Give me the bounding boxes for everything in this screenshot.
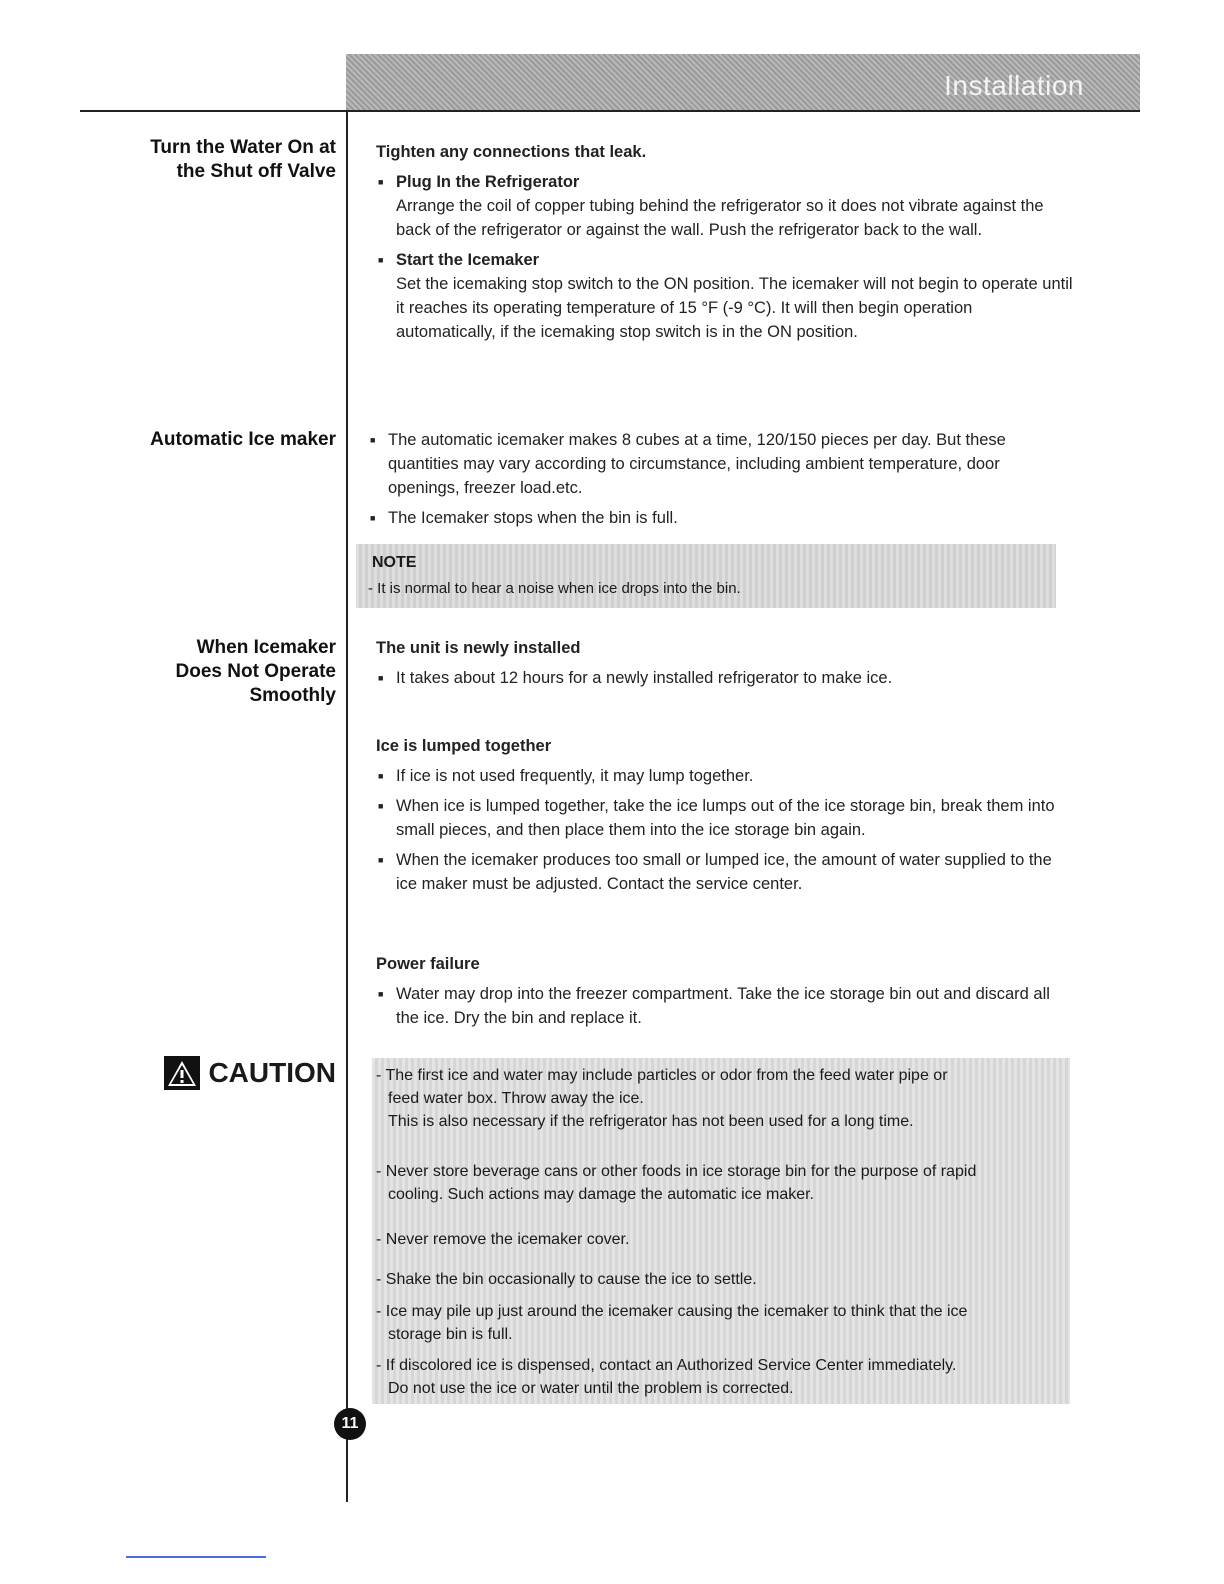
- page-title: Installation: [944, 70, 1084, 101]
- list-item: ■ If ice is not used frequently, it may lump together.: [376, 764, 1076, 788]
- troubleshoot-power: [376, 952, 1076, 1036]
- caution-item: - The first ice and water may include particles or odor from the feed water pipe or feed water box. Throw away the ice. This is also necessary if the refrigerator has not been used for a long time.: [376, 1067, 948, 1130]
- troubleshoot-new-install: [376, 636, 1076, 696]
- subheading: The unit is newly installed: [376, 639, 581, 657]
- footer-rule: [126, 1556, 266, 1558]
- caution-heading: CAUTION: [164, 1056, 336, 1090]
- section-heading-troubleshoot: When Icemaker Does Not Operate Smoothly: [175, 637, 336, 706]
- caution-box: [372, 1058, 1070, 1404]
- header-band: [346, 54, 1140, 112]
- subheading: Power failure: [376, 955, 480, 973]
- top-rule: [80, 110, 1140, 112]
- section-water-content: [376, 140, 1076, 350]
- caution-item: - Ice may pile up just around the icemaker causing the icemaker to think that the ice storage bin is full.: [376, 1303, 968, 1343]
- section-automatic-content: [368, 428, 1068, 536]
- troubleshoot-lumped: [376, 734, 1076, 902]
- section-heading-water: Turn the Water On at the Shut off Valve: [150, 137, 336, 182]
- warning-triangle-icon: [164, 1056, 200, 1090]
- list-item: ■ When ice is lumped together, take the ice lumps out of the ice storage bin, break them into small pieces, and then place them into the ice storage bin again.: [376, 794, 1076, 842]
- subheading: Ice is lumped together: [376, 737, 552, 755]
- note-title: NOTE: [372, 554, 417, 571]
- caution-item: - Never remove the icemaker cover.: [376, 1231, 630, 1248]
- list-item: ■ Start the Icemaker Set the icemaking stop switch to the ON position. The icemaker will not begin to operate until it reaches its operating temperature of 15 °F (-9 °C). It will then begin operation automatically, if the icemaking stop switch is in the ON position.: [376, 248, 1076, 344]
- list-item: ■ When the icemaker produces too small or lumped ice, the amount of water supplied to the ice maker must be adjusted. Contact the service center.: [376, 848, 1076, 896]
- note-text: - It is normal to hear a noise when ice drops into the bin.: [368, 580, 741, 597]
- vertical-rule: [346, 112, 348, 1502]
- list-item: ■ The Icemaker stops when the bin is full.: [368, 506, 1068, 530]
- list-item: ■ It takes about 12 hours for a newly installed refrigerator to make ice.: [376, 666, 1076, 690]
- page-number: 11: [334, 1408, 366, 1440]
- caution-item: - If discolored ice is dispensed, contact an Authorized Service Center immediately. Do not use the ice or water until the problem is corrected.: [376, 1357, 957, 1397]
- note-box: [356, 544, 1056, 608]
- list-item: ■ Plug In the Refrigerator Arrange the coil of copper tubing behind the refrigerator so it does not vibrate against the back of the refrigerator or against the wall. Push the refrigerator back to the wall.: [376, 170, 1076, 242]
- list-item: ■ The automatic icemaker makes 8 cubes at a time, 120/150 pieces per day. But these quantities may vary according to circumstance, including ambient temperature, door openings, freezer load.etc.: [368, 428, 1068, 500]
- caution-item: - Never store beverage cans or other foods in ice storage bin for the purpose of rapid cooling. Such actions may damage the automatic ice maker.: [376, 1163, 977, 1203]
- water-lead: Tighten any connections that leak.: [376, 143, 647, 161]
- section-heading-automatic: Automatic Ice maker: [150, 429, 336, 450]
- list-item: ■ Water may drop into the freezer compartment. Take the ice storage bin out and discard all the ice. Dry the bin and replace it.: [376, 982, 1076, 1030]
- caution-item: - Shake the bin occasionally to cause the ice to settle.: [376, 1271, 757, 1288]
